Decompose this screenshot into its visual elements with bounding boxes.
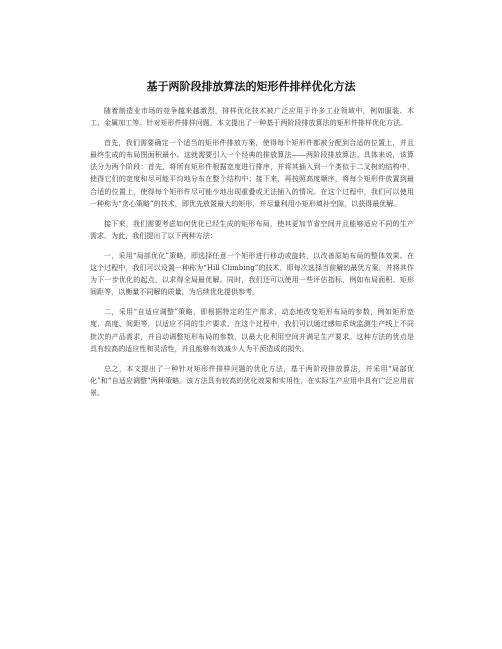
paragraph-local-optimization: 一，采用“局部优化”策略，即选择任意一个矩形进行移动或旋转，以改善原始布局的整体效果。在这个过程中，我们可以设置一种称为“Hill Climbing”的技术，即每次选择当前解的最优方案，并将其作为下一步优化的起点，以求得全局最优解。同时，我们还可以使用一些评估指标，例如布局面积、矩形间距等，以衡量不同解的质量，为后续优化提供参考。 xyxy=(90,251,414,297)
paragraph-conclusion: 总之，本文提出了一种针对矩形件排样问题的优化方法，基于两阶段排放算法，并采用“局部优化”和“自适应调整”两种策略。该方法具有较高的优化效果和实用性，在实际生产应用中具有广泛应用前景。 xyxy=(90,364,414,397)
paragraph-algorithm: 首先，我们需要确定一个适当的矩形件排放方案，使得每个矩形件都被分配到合适的位置上，并且最终生成的布局图面积最小。这就需要引入一个经典的排放算法——两阶段排放算法。具体来说，该算法分为两个阶段：首先，将所有矩形件根据宽度进行排序，并将其插入到一个类似于二叉树的结构中，使得它们的宽度和尽可能平均地分布在整个结构中；接下来，再按照高度顺序，将每个矩形件放置到最合适的位置上，使得每个矩形件尽可能少地出现重叠或无法插入的情况。在这个过程中，我们可以使用一种称为“贪心策略”的技术，即优先放置最大的矩形，并尽量利用小矩形填补空隙，以获得最优解。 xyxy=(90,139,414,208)
paragraph-adaptive-adjustment: 二，采用“自适应调整”策略，即根据特定的生产需求，动态地改变矩形布局的参数，例如矩形宽度、高度、间距等，以适应不同的生产要求。在这个过程中，我们可以通过感知系统监测生产线上不同批次的产品需求，并自动调整矩形布局的参数，以最大化利用空间并满足生产要求。这种方法的优点是具有较高的适应性和灵活性，并且能够有效减少人为干预造成的损失。 xyxy=(90,308,414,353)
paragraph-intro: 随着制造业市场的竞争越来越激烈，排样优化技术被广泛应用于许多工业领域中，例如服装、木工、金属加工等。针对矩形件排样问题，本文提出了一种基于两阶段排放算法的矩形件排样优化方法。 xyxy=(90,107,414,128)
document-body xyxy=(90,105,414,407)
paragraph-optimization: 接下来，我们需要考虑如何优化已经生成的矩形布局，使其更加节省空间并且能够适应不同的生产需求。为此，我们提出了以下两种方法： xyxy=(90,219,414,240)
document-title: 基于两阶段排放算法的矩形件排样优化方法 xyxy=(146,80,356,93)
